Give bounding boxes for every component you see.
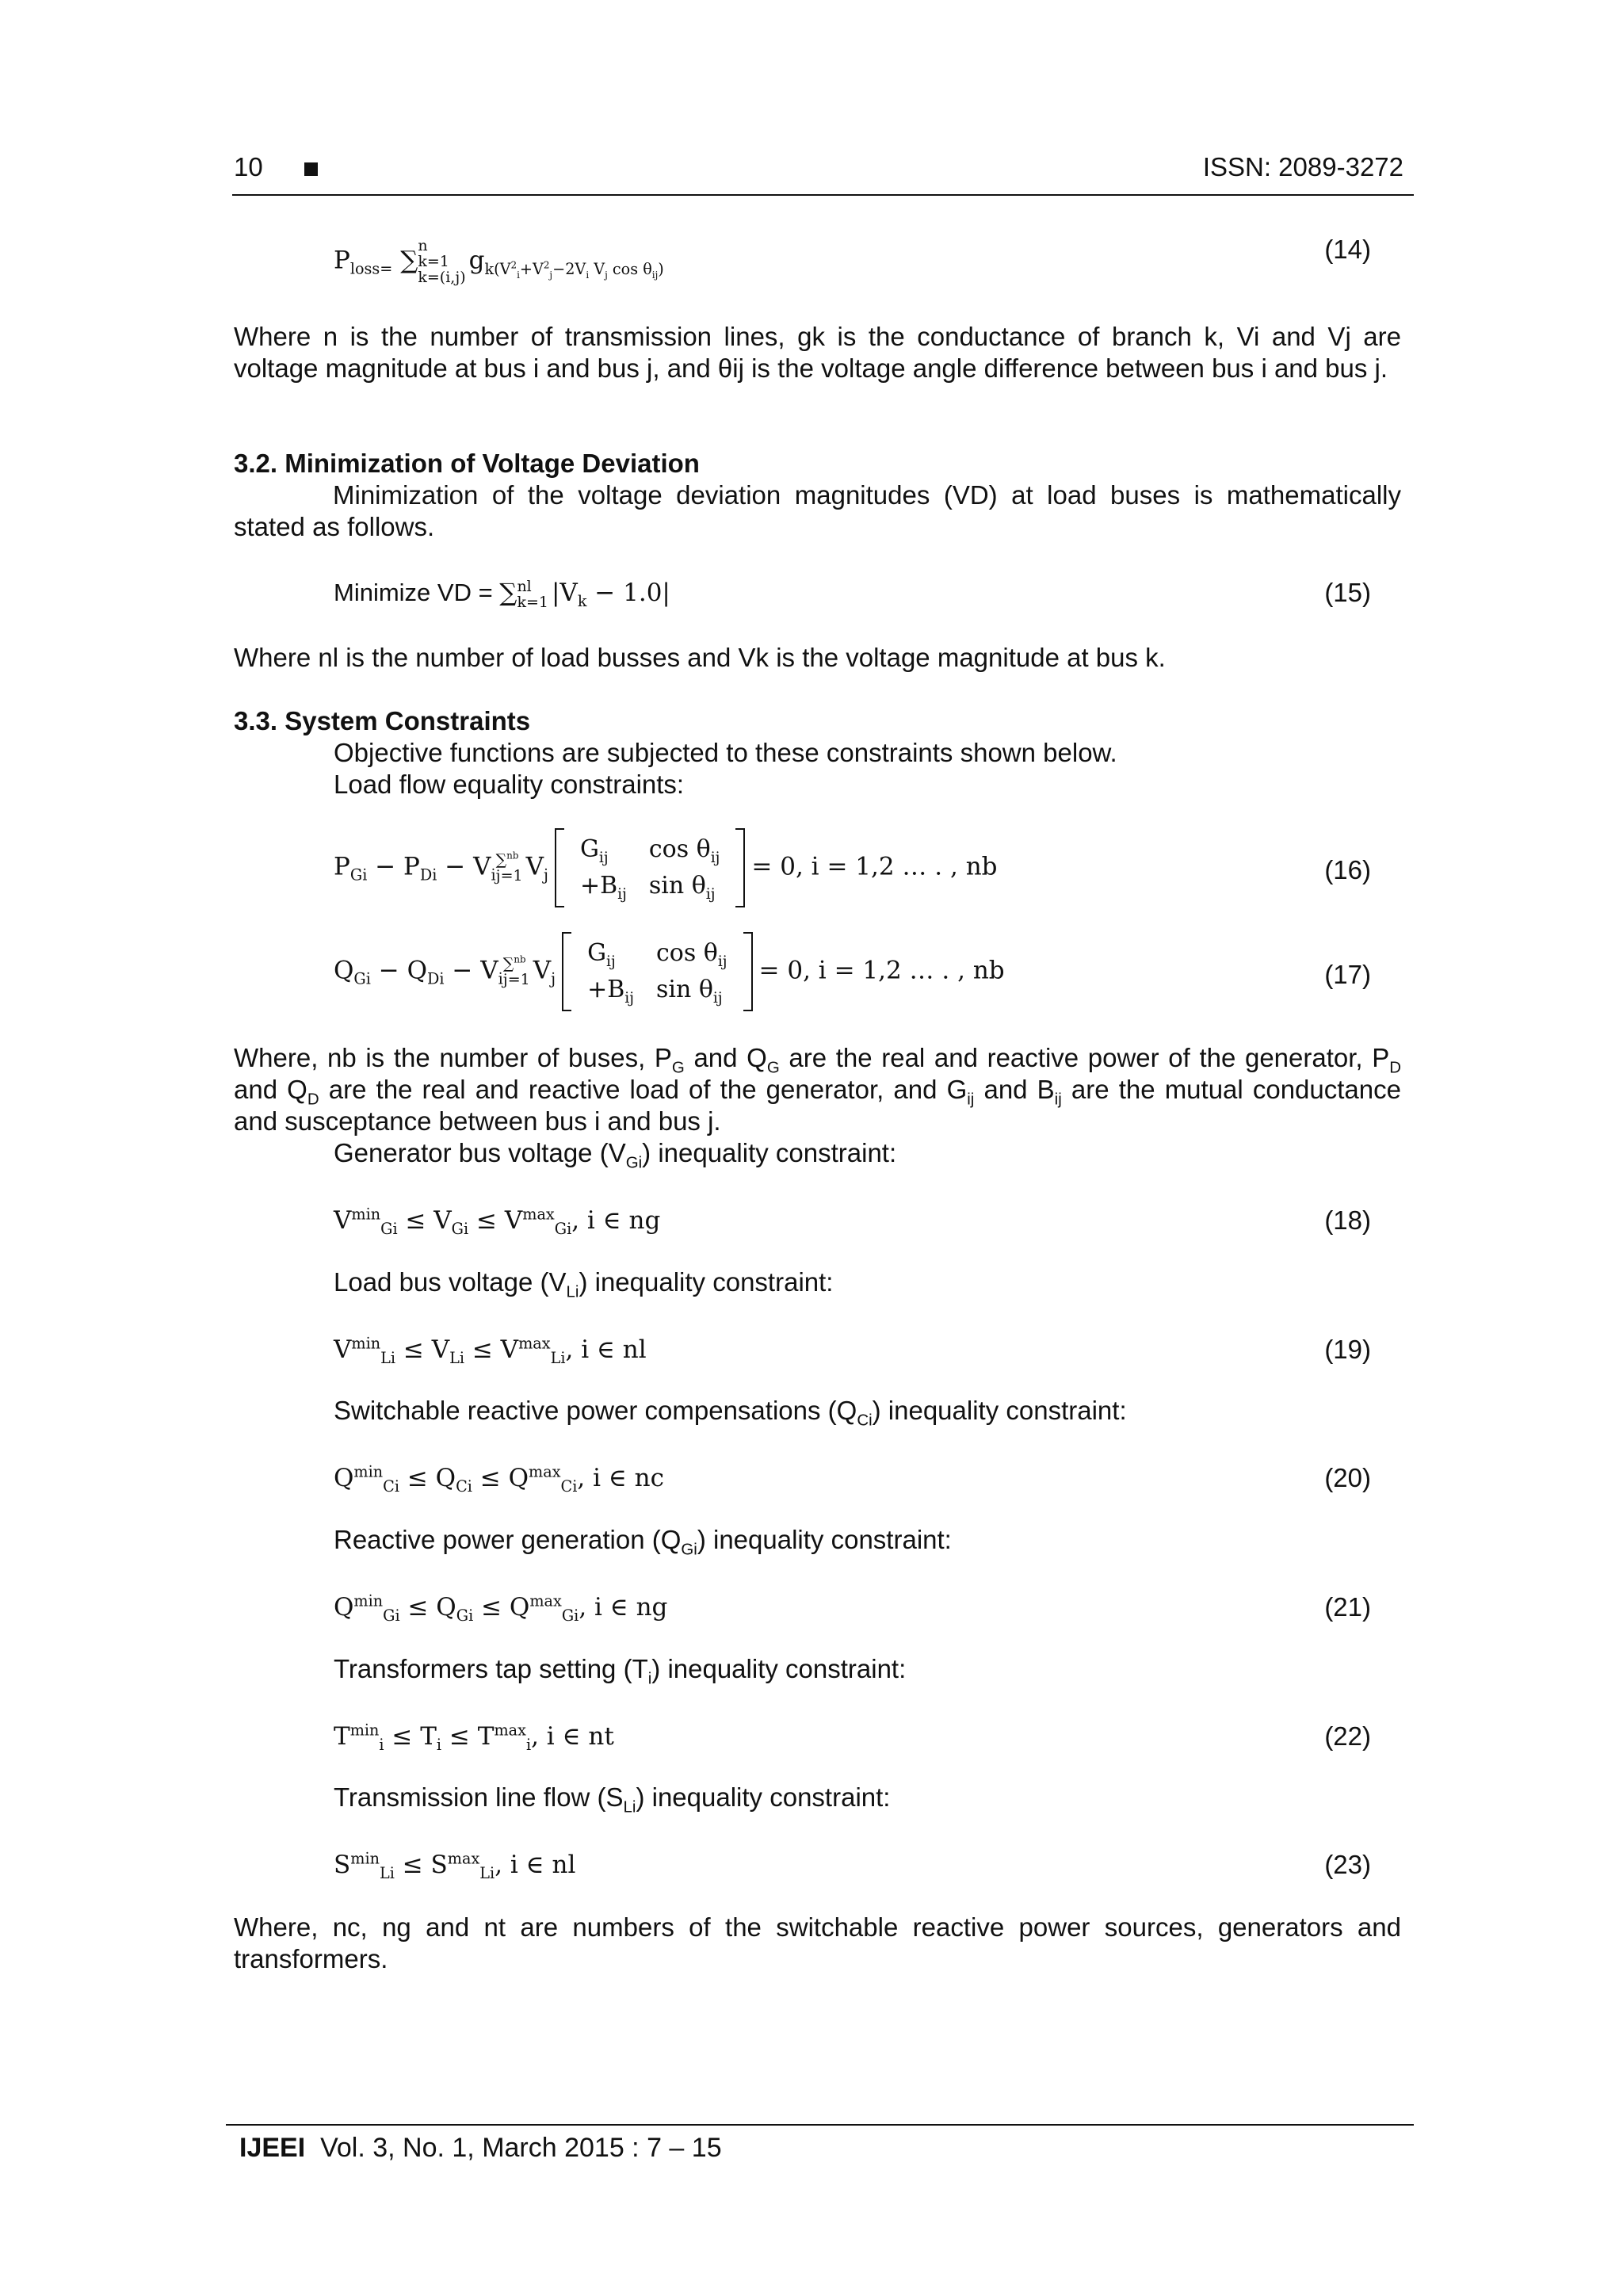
header-rule xyxy=(232,194,1414,196)
equation-16: $P_{Gi} - P_{Di} - V_i$ ∑$^{nb}$ j=1 $V_j$ $G_{ij}$ $\cos \theta_{ij}$ $+B_{ij}$ $\sin \theta_{ij}$ = 0, i = 1,2 … . , nb xyxy=(334,828,998,907)
square-bullet-icon xyxy=(304,162,318,176)
equation-18: $V^{min}_{Gi} \le V_{Gi} \le V^{max}_{Gi}$, i ∈ ng xyxy=(334,1205,661,1239)
equation-17: $Q_{Gi} - Q_{Di} - V_i$ ∑$^{nb}$ j=1 $V_j$ $G_{ij}$ $\cos \theta_{ij}$ $+B_{ij}$ $\sin \theta_{ij}$ = 0, i = 1,2 … . , nb xyxy=(334,932,1005,1011)
gen-voltage-label: Generator bus voltage $(V_{Gi})$ inequality constraint: xyxy=(334,1138,897,1172)
equation-number-20: (20) xyxy=(1324,1463,1371,1492)
equation-number-17: (17) xyxy=(1324,960,1371,989)
journal-name: IJEEI xyxy=(239,2133,306,2163)
equation-number-16: (16) xyxy=(1324,855,1371,884)
equation-14: $P_{loss=}$ ∑ n k=1 k=(i,j) $g_{k(V^2_i+V^2_j-2V_i V_j cos \theta_{ij})}$ xyxy=(334,237,664,286)
paragraph-where-nc: Where, nc, ng and nt are numbers of the switchable reactive power sources, generators and transformers. xyxy=(234,1912,1401,1973)
equation-15: Minimize VD = ∑ nl k=1 $|V_k - 1.0|$ xyxy=(334,577,670,611)
tap-label: Transformers tap setting $(T_i)$ inequality constraint: xyxy=(334,1654,907,1688)
footer-rule xyxy=(226,2124,1414,2126)
equation-20: $Q^{min}_{Ci} \le Q_{Ci} \le Q^{max}_{Ci}$, i ∈ nc xyxy=(334,1462,664,1496)
paragraph-where-nb: Where, nb is the number of buses, $P_G$ and $Q_G$ are the real and reactive power of the generator, $P_D$ and $Q_D$ are the real and reactive load of the generator, and $G_{ij}$ and $B_{ij}$ are the mutual conductance and susceptance between bus i and bus j. xyxy=(234,1043,1401,1136)
equation-23: $S^{min}_{Li} \le S^{max}_{Li}$, i ∈ nl xyxy=(334,1849,576,1883)
equation-number-21: (21) xyxy=(1324,1592,1371,1622)
equation-22: $T^{min}_i \le T_i \le T^{max}_i$, i ∈ nt xyxy=(334,1721,614,1755)
section-heading-3-2: 3.2. Minimization of Voltage Deviation xyxy=(234,449,700,478)
paragraph-minimization: Minimization of the voltage deviation magnitudes (VD) at load buses is mathematically stated as follows. xyxy=(234,480,1401,541)
load-voltage-label: Load bus voltage $(V_{Li})$ inequality constraint: xyxy=(334,1267,834,1301)
equation-number-18: (18) xyxy=(1324,1205,1371,1235)
equation-19: $V^{min}_{Li} \le V_{Li} \le V^{max}_{Li}$, i ∈ nl xyxy=(334,1334,647,1368)
switchable-label: Switchable reactive power compensations $(Q_{Ci})$ inequality constraint: xyxy=(334,1396,1127,1430)
paragraph-where-nl: Where nl is the number of load busses and Vk is the voltage magnitude at bus k. xyxy=(234,643,1166,672)
equation-number-14: (14) xyxy=(1324,235,1371,264)
line-flow-label: Transmission line flow $(S_{Li})$ inequality constraint: xyxy=(334,1782,891,1817)
paragraph-where-n: Where n is the number of transmission lines, gk is the conductance of branch k, Vi and Vj are voltage magnitude at bus i and bus j, and θij is the voltage angle difference between bus i and bus j. xyxy=(234,322,1401,383)
equation-number-22: (22) xyxy=(1324,1721,1371,1751)
page-number: 10 xyxy=(234,152,263,181)
load-flow-label: Load flow equality constraints: xyxy=(334,770,685,799)
constraints-intro: Objective functions are subjected to these constraints shown below. xyxy=(334,738,1117,767)
footer-citation xyxy=(239,2130,722,2165)
issn: ISSN: 2089-3272 xyxy=(1202,152,1403,181)
equation-21: $Q^{min}_{Gi} \le Q_{Gi} \le Q^{max}_{Gi}$, i ∈ ng xyxy=(334,1591,668,1626)
section-heading-3-3: 3.3. System Constraints xyxy=(234,706,531,735)
equation-number-19: (19) xyxy=(1324,1335,1371,1364)
citation-text: Vol. 3, No. 1, March 2015 : 7 – 15 xyxy=(320,2133,722,2163)
equation-number-23: (23) xyxy=(1324,1850,1371,1879)
reactive-gen-label: Reactive power generation $(Q_{Gi})$ inequality constraint: xyxy=(334,1525,952,1559)
equation-number-15: (15) xyxy=(1324,578,1371,607)
